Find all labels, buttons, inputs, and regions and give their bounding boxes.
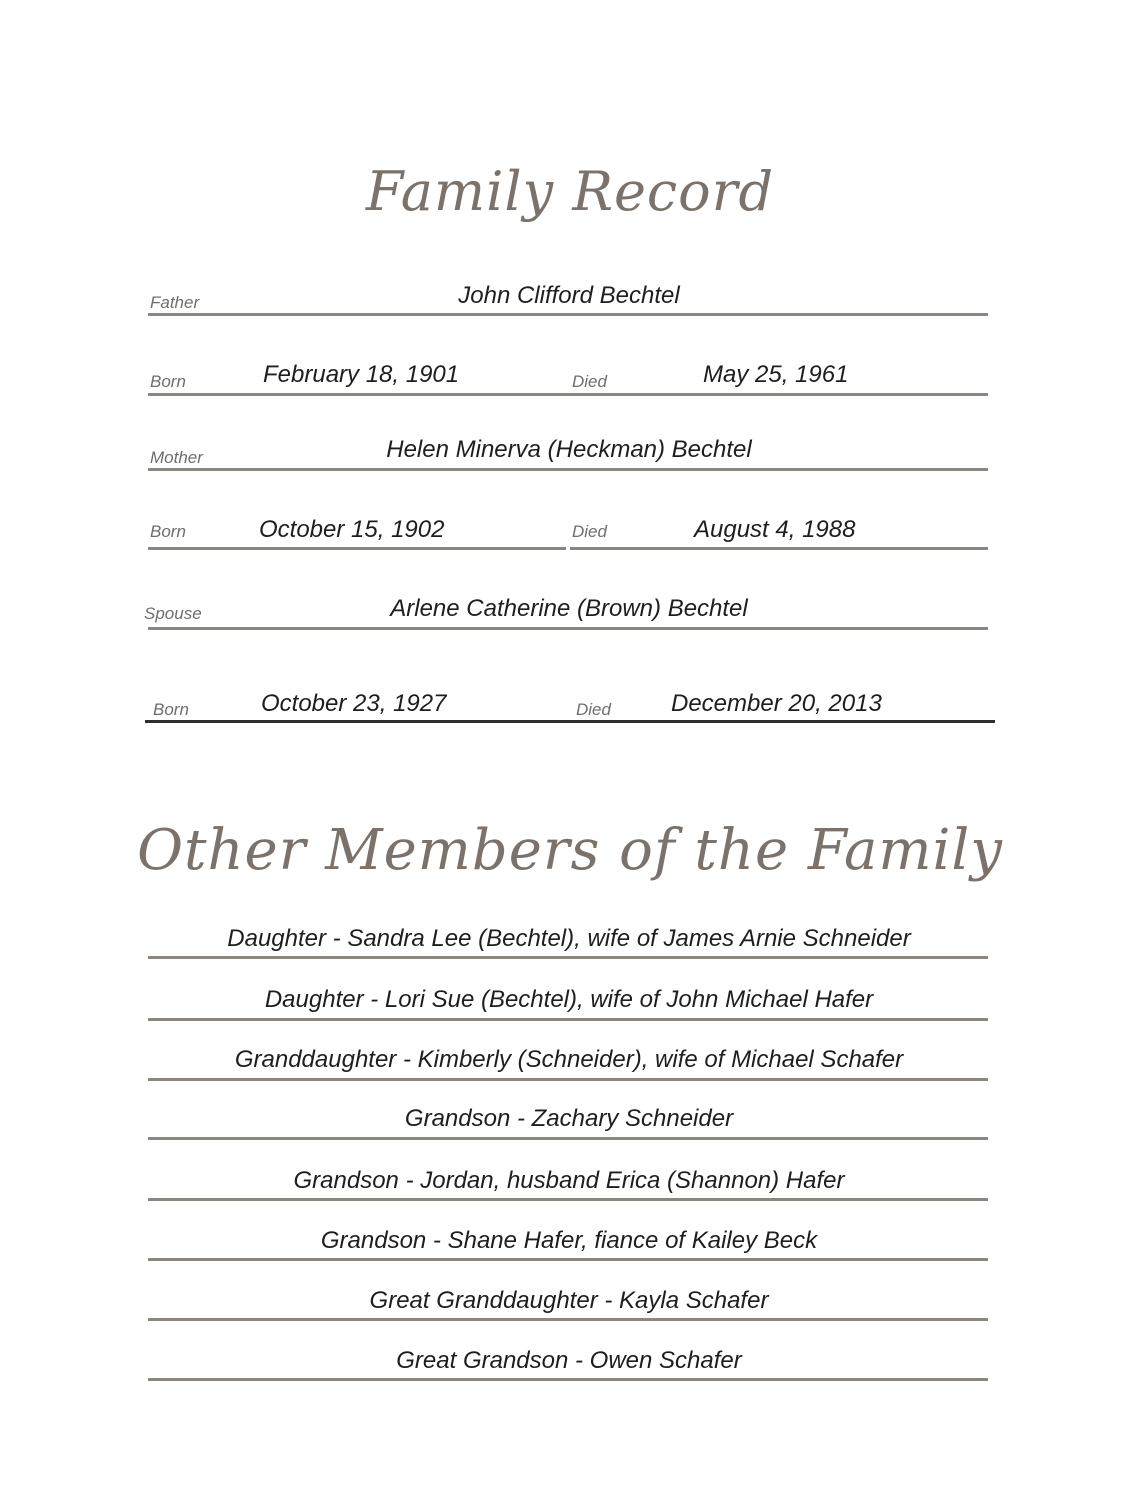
mother-born-line — [148, 547, 566, 550]
member-line — [148, 1198, 988, 1201]
member-entry: Daughter - Sandra Lee (Bechtel), wife of James Arnie Schneider — [227, 925, 911, 952]
spouse-born-date: October 23, 1927 — [261, 690, 447, 717]
mother-born-date: October 15, 1902 — [259, 516, 445, 543]
member-line — [148, 1137, 988, 1140]
member-entry: Daughter - Lori Sue (Bechtel), wife of John Michael Hafer — [264, 986, 874, 1013]
member-entry: Grandson - Jordan, husband Erica (Shannon) Hafer — [293, 1167, 845, 1194]
mother-label: Mother — [150, 448, 203, 467]
spouse-label: Spouse — [144, 604, 202, 623]
member-line — [148, 1318, 988, 1321]
mother-died-line — [570, 547, 988, 550]
spouse-born-label: Born — [153, 700, 189, 719]
member-line — [148, 1018, 988, 1021]
member-entry: Grandson - Zachary Schneider — [404, 1105, 734, 1132]
father-name-line — [148, 313, 988, 316]
family-record-title: Family Record — [365, 160, 775, 223]
member-entry: Grandson - Shane Hafer, fiance of Kailey Beck — [320, 1227, 818, 1254]
member-line — [148, 1078, 988, 1081]
father-died-label: Died — [572, 372, 607, 391]
member-line — [148, 1258, 988, 1261]
father-dates-line — [148, 393, 988, 396]
father-born-label: Born — [150, 372, 186, 391]
mother-name-line — [148, 468, 988, 471]
member-line — [148, 956, 988, 959]
mother-died-date: August 4, 1988 — [694, 516, 856, 543]
mother-name: Helen Minerva (Heckman) Bechtel — [386, 436, 752, 463]
spouse-name-line — [148, 627, 988, 630]
father-name: John Clifford Bechtel — [458, 282, 680, 309]
member-entry: Great Grandson - Owen Schafer — [396, 1347, 742, 1374]
other-members-title: Other Members of the Family — [137, 818, 1003, 883]
father-label: Father — [150, 293, 200, 312]
father-born-date: February 18, 1901 — [263, 361, 460, 388]
spouse-died-label: Died — [576, 700, 611, 719]
mother-died-label: Died — [572, 522, 607, 541]
spouse-name: Arlene Catherine (Brown) Bechtel — [390, 595, 748, 622]
father-died-date: May 25, 1961 — [703, 361, 849, 388]
spouse-died-date: December 20, 2013 — [671, 690, 882, 717]
member-line — [148, 1378, 988, 1381]
member-entry: Granddaughter - Kimberly (Schneider), wife of Michael Schafer — [234, 1046, 904, 1073]
mother-born-label: Born — [150, 522, 186, 541]
spouse-dates-line — [145, 720, 995, 723]
member-entry: Great Granddaughter - Kayla Schafer — [369, 1287, 769, 1314]
